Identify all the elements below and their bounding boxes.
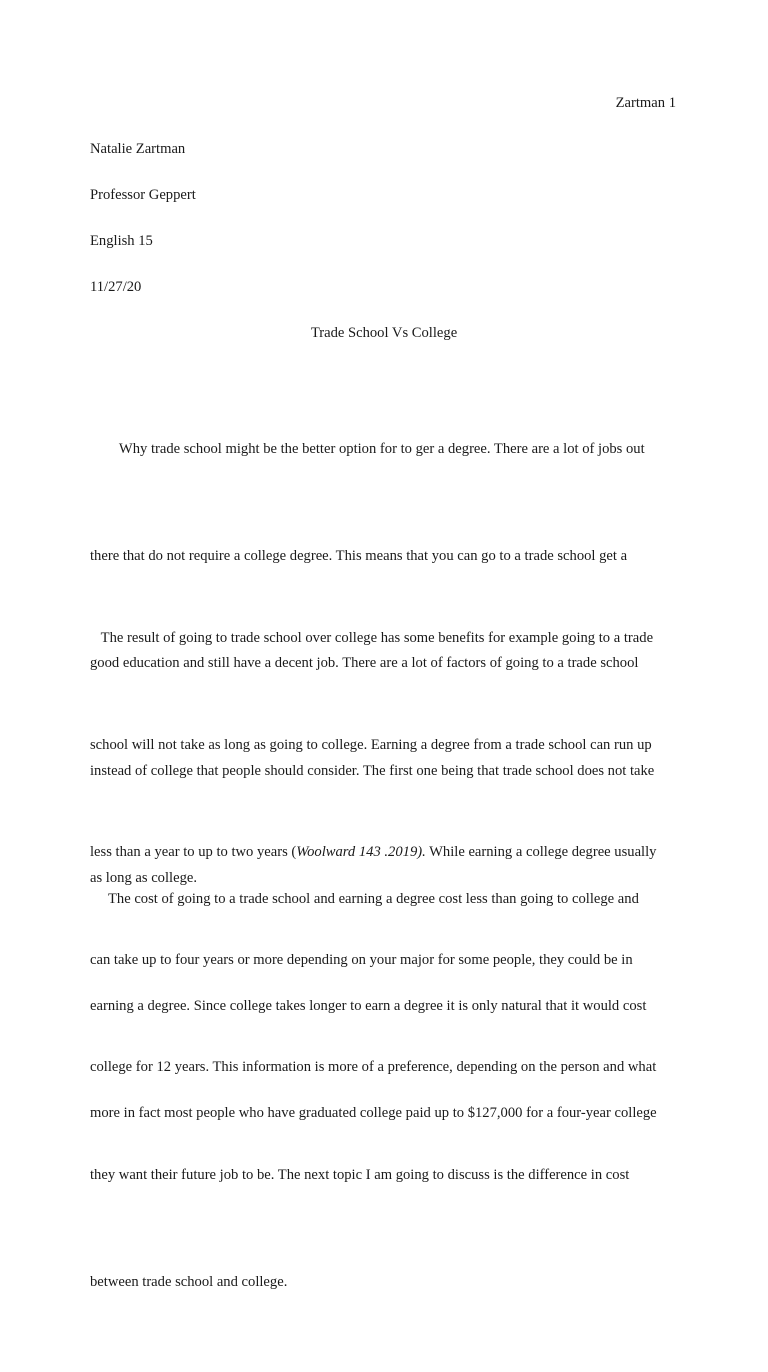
paragraph-line: good education and still have a decent job. There are a lot of factors of going to a trade school [90, 655, 639, 672]
paragraph-line: instead of college that people should consider. The first one being that trade school does not take [90, 762, 655, 779]
paragraph-line: more in fact most people who have graduated college paid up to $127,000 for a four-year college [90, 1105, 657, 1122]
paragraph-line: they want their future job to be. The next topic I am going to discuss is the difference in cost [90, 1166, 630, 1183]
in-text-citation: Woolward 143 .2019). [296, 844, 426, 861]
essay-title: Trade School Vs College [310, 325, 458, 341]
professor-name: Professor Geppert [90, 187, 196, 203]
paragraph-line: between trade school and college. [90, 1273, 288, 1290]
paragraph-line: The cost of going to a trade school and earning a degree cost less than going to college and [90, 890, 639, 907]
paragraph-line: there that do not require a college degree. This means that you can go to a trade school get a [90, 547, 628, 564]
paragraph-line: school will not take as long as going to college. Earning a degree from a trade school can run up [90, 736, 652, 753]
running-head: Zartman 1 [615, 95, 676, 111]
paragraph-line: college for 12 years. This information is more of a preference, depending on the person and what [90, 1059, 657, 1076]
student-name: Natalie Zartman [90, 141, 186, 157]
course-name: English 15 [90, 233, 153, 249]
paragraph-line: can take up to four years or more depending on your major for some people, they could be in [90, 951, 633, 968]
paragraph-line: Why trade school might be the better option for to ger a degree. There are a lot of jobs out [90, 440, 645, 457]
paragraph-3 [90, 810, 678, 1204]
line-text: While earning a college degree usually [425, 844, 657, 861]
essay-date: 11/27/20 [90, 279, 142, 295]
paragraph-line: as long as college. [90, 870, 197, 887]
paragraph-line: earning a degree. Since college takes longer to earn a degree it is only natural that it would cost [90, 997, 647, 1014]
line-text: less than a year to up to two years ( [90, 844, 297, 861]
paragraph-line: The result of going to trade school over college has some benefits for example going to a trade [90, 629, 654, 646]
